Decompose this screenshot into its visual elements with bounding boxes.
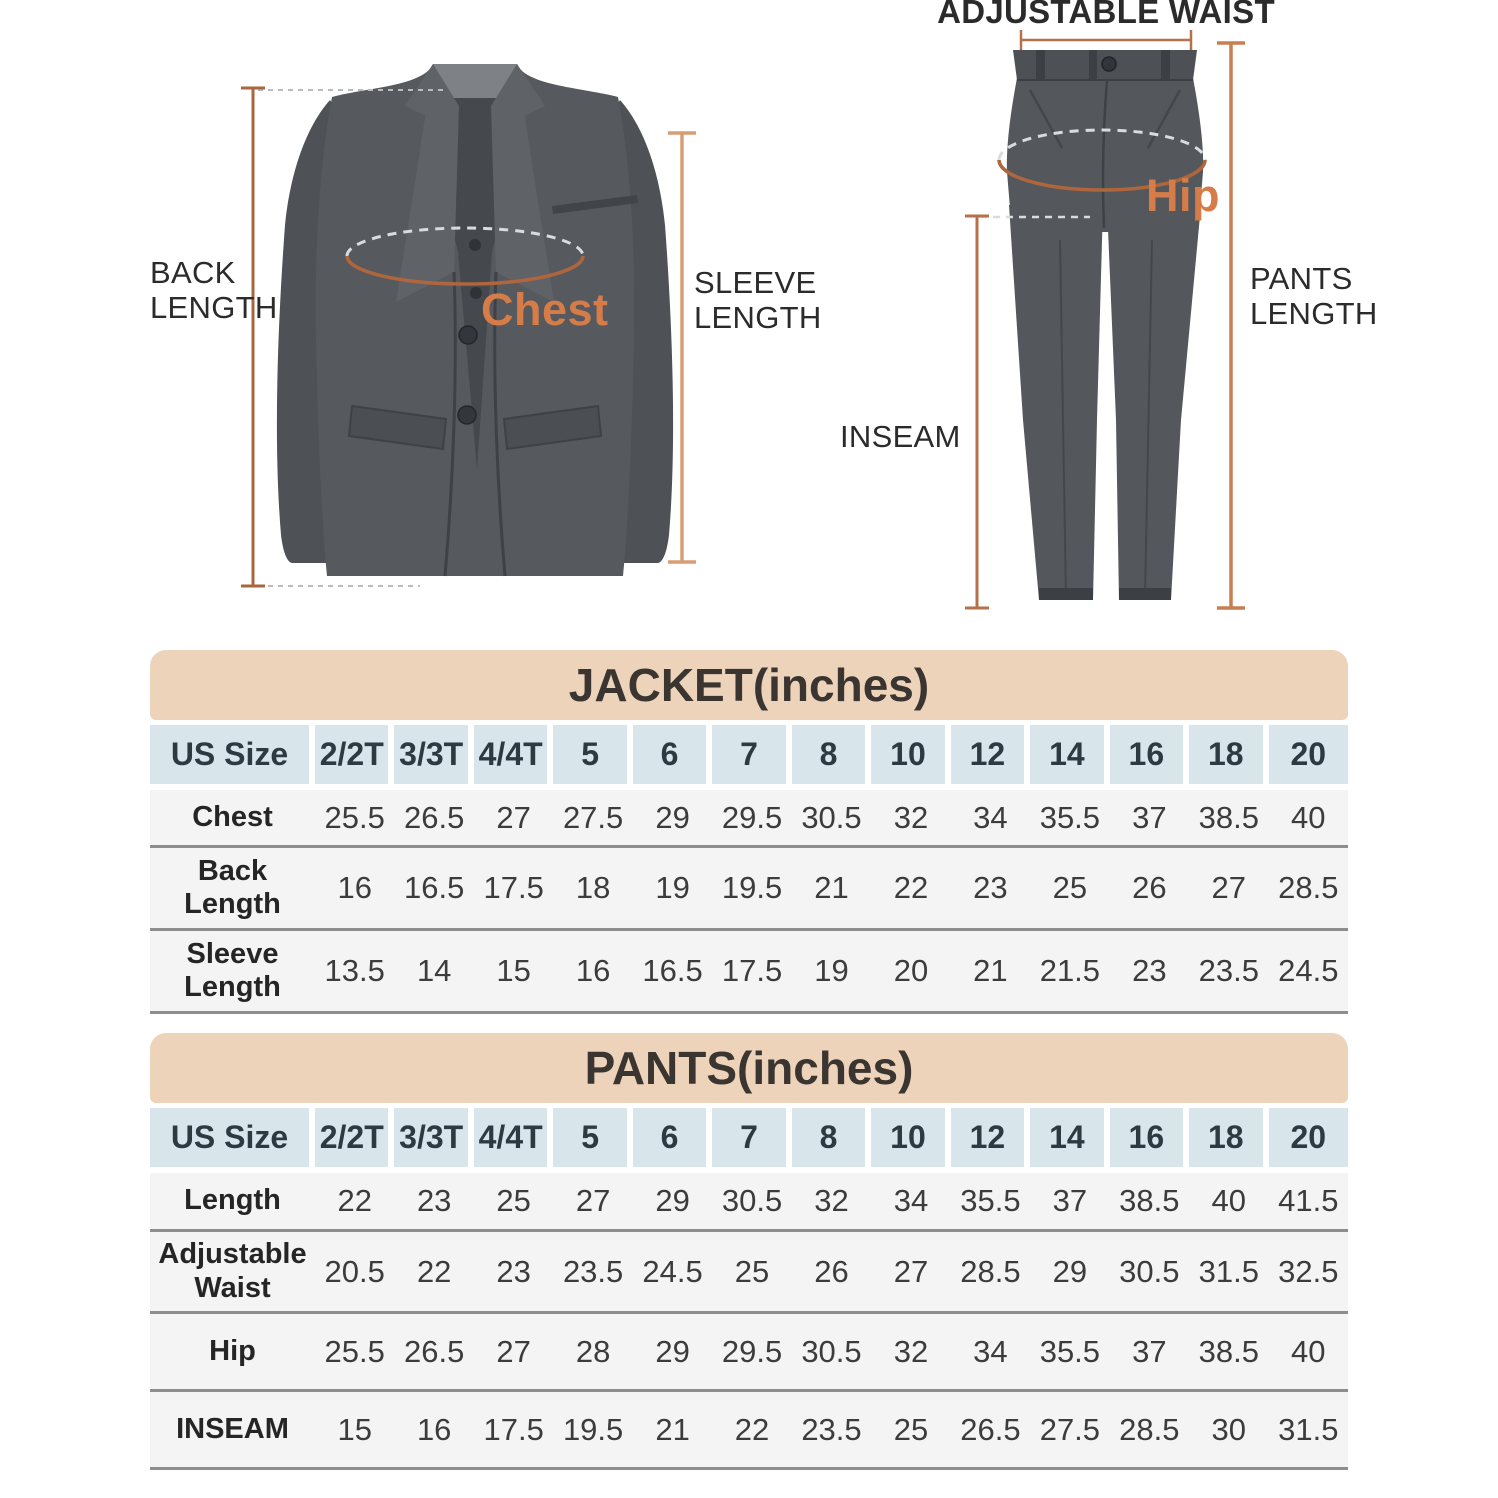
table-row-back-length	[150, 845, 1348, 928]
size-header-cell: 3/3T	[394, 725, 473, 784]
value-cell: 40	[1291, 799, 1326, 835]
belt-loop	[1089, 50, 1097, 80]
size-header-cell: 14	[1030, 725, 1109, 784]
value-cell: 20.5	[324, 1253, 385, 1289]
size-header-cell: 8	[792, 1108, 871, 1167]
value-cell: 25	[496, 1183, 531, 1218]
value-cell: 19.5	[562, 1411, 624, 1447]
value-cell: 40	[1291, 1333, 1326, 1369]
value-cell: 26.5	[960, 1411, 1021, 1447]
value-cell: 27	[893, 1253, 929, 1289]
pants-length-measure-line	[1217, 43, 1245, 608]
vest-button	[469, 239, 481, 251]
value-cell: 19.5	[721, 870, 783, 905]
value-cell: 41.5	[1278, 1183, 1339, 1218]
value-cell: 21	[814, 870, 849, 905]
value-cell: 29	[655, 1333, 690, 1369]
value-cell: 28.5	[960, 1253, 1021, 1289]
value-cell: 31.5	[1278, 1411, 1339, 1447]
value-cell: 30.5	[1119, 1253, 1180, 1289]
size-header-cell: 18	[1189, 725, 1268, 784]
size-header-cell: 5	[553, 1108, 632, 1167]
value-cell: 24.5	[642, 1253, 703, 1289]
value-cell: 13.5	[324, 953, 385, 988]
pants-header-row	[150, 1108, 1348, 1167]
value-cell: 22	[734, 1411, 770, 1447]
size-header-cell: 20	[1269, 725, 1348, 784]
size-header-cell: 12	[951, 1108, 1030, 1167]
value-cell: 31.5	[1198, 1253, 1259, 1289]
value-cell: 27.5	[562, 799, 624, 835]
size-header-cell: 14	[1030, 1108, 1109, 1167]
size-header-cell: 16	[1110, 725, 1189, 784]
value-cell: 34	[893, 1183, 929, 1218]
value-cell: 38.5	[1198, 1333, 1259, 1369]
value-cell: 26.5	[404, 1333, 465, 1369]
adjustable-waist-label: ADJUSTABLE WAIST	[937, 0, 1275, 30]
belt-loop	[1036, 50, 1045, 80]
jacket-table-title-band	[150, 650, 1348, 720]
value-cell: 27	[1211, 870, 1247, 905]
hip-label: Hip	[1146, 170, 1220, 221]
value-cell: 30	[1211, 1411, 1247, 1447]
value-cell: 32	[893, 1333, 929, 1369]
size-header-cell: 6	[633, 1108, 712, 1167]
value-cell: 16.5	[642, 953, 703, 988]
value-cell: 34	[973, 1333, 1008, 1369]
waist-button	[1102, 57, 1116, 71]
belt-loop	[1161, 50, 1170, 80]
value-cell: 32.5	[1278, 1253, 1339, 1289]
value-cell: 23	[496, 1253, 531, 1289]
size-header-cell: 16	[1110, 1108, 1189, 1167]
value-cell: 32	[893, 799, 929, 835]
value-cell: 30.5	[801, 799, 862, 835]
value-cell: 29.5	[721, 799, 783, 835]
size-header-cell: 10	[871, 1108, 950, 1167]
value-cell: 27	[496, 1333, 531, 1369]
size-header-cell: 3/3T	[394, 1108, 473, 1167]
sleeve-length-label: SLEEVE LENGTH	[694, 265, 822, 335]
value-cell: 22	[337, 1183, 372, 1218]
size-header-cell: US Size	[150, 1108, 315, 1167]
value-cell: 24.5	[1278, 953, 1339, 988]
table-row-length	[150, 1173, 1348, 1229]
value-cell: 20	[893, 953, 929, 988]
value-cell: 28.5	[1278, 870, 1339, 905]
size-header-cell: 2/2T	[315, 1108, 394, 1167]
value-cell: 23	[973, 870, 1008, 905]
size-header-cell: 5	[553, 725, 632, 784]
value-cell: 28.5	[1119, 1411, 1180, 1447]
value-cell: 17.5	[721, 953, 783, 988]
size-header-cell: 20	[1269, 1108, 1348, 1167]
table-row-adjustable-waist	[150, 1229, 1348, 1311]
value-cell: 23	[416, 1183, 452, 1218]
row-label: Back Length	[184, 854, 281, 920]
value-cell: 29	[655, 1183, 690, 1218]
jacket-button	[458, 406, 476, 424]
value-cell: 35.5	[1039, 1333, 1101, 1369]
value-cell: 38.5	[1119, 1183, 1180, 1218]
value-cell: 21	[973, 953, 1008, 988]
size-header-cell: 7	[712, 1108, 791, 1167]
measurement-diagrams	[0, 0, 1498, 648]
value-cell: 18	[575, 870, 611, 905]
value-cell: 19	[655, 870, 690, 905]
row-label: Length	[184, 1184, 281, 1217]
value-cell: 37	[1052, 1183, 1088, 1218]
jacket-header-row	[150, 725, 1348, 784]
value-cell: 30.5	[721, 1183, 783, 1218]
jacket-table-title: JACKET(inches)	[568, 659, 930, 711]
value-cell: 25	[893, 1411, 929, 1447]
inseam-label: INSEAM	[840, 419, 961, 454]
size-header-cell: 6	[633, 725, 712, 784]
value-cell: 25	[734, 1253, 770, 1289]
value-cell: 37	[1132, 1333, 1167, 1369]
value-cell: 26	[1132, 870, 1167, 905]
chest-label: Chest	[481, 284, 609, 335]
back-length-measure-line	[241, 88, 265, 586]
value-cell: 25	[1052, 870, 1088, 905]
size-header-cell: 4/4T	[474, 725, 553, 784]
table-row-hip	[150, 1311, 1348, 1389]
value-cell: 35.5	[1039, 799, 1101, 835]
row-label: Adjustable Waist	[158, 1238, 307, 1304]
size-header-cell: US Size	[150, 725, 315, 784]
row-label: Hip	[209, 1334, 256, 1367]
value-cell: 23.5	[562, 1253, 624, 1289]
value-cell: 15	[337, 1411, 372, 1447]
jacket-size-table	[150, 650, 1348, 1014]
pants-illustration	[1007, 50, 1203, 600]
value-cell: 15	[496, 953, 531, 988]
value-cell: 25.5	[324, 1333, 385, 1369]
size-header-cell: 4/4T	[474, 1108, 553, 1167]
back-length-label: BACK LENGTH	[150, 255, 278, 325]
pants-size-table	[150, 1033, 1348, 1470]
sleeve-length-measure-line	[668, 133, 696, 562]
size-header-cell: 2/2T	[315, 725, 394, 784]
value-cell: 26	[814, 1253, 849, 1289]
value-cell: 28	[575, 1333, 611, 1369]
size-header-cell: 7	[712, 725, 791, 784]
table-row-sleeve-length	[150, 928, 1348, 1014]
value-cell: 27	[575, 1183, 611, 1218]
table-row-chest	[150, 790, 1348, 845]
value-cell: 14	[416, 953, 452, 988]
pants-table-title: PANTS(inches)	[584, 1042, 914, 1094]
value-cell: 22	[893, 870, 929, 905]
value-cell: 37	[1132, 799, 1167, 835]
row-label: Chest	[192, 800, 273, 833]
jacket-button	[459, 326, 477, 344]
value-cell: 23.5	[1198, 953, 1259, 988]
size-header-cell: 12	[951, 725, 1030, 784]
value-cell: 21	[655, 1411, 690, 1447]
jacket-illustration	[277, 64, 673, 576]
value-cell: 16	[416, 1411, 452, 1447]
inseam-measure-line	[965, 216, 989, 608]
value-cell: 25.5	[324, 799, 385, 835]
value-cell: 35.5	[960, 1183, 1021, 1218]
value-cell: 29.5	[721, 1333, 783, 1369]
pants-table-title-band	[150, 1033, 1348, 1103]
value-cell: 27.5	[1039, 1411, 1101, 1447]
value-cell: 34	[973, 799, 1008, 835]
value-cell: 16.5	[404, 870, 465, 905]
value-cell: 38.5	[1198, 799, 1259, 835]
value-cell: 19	[814, 953, 849, 988]
value-cell: 16	[337, 870, 372, 905]
row-label: INSEAM	[176, 1412, 289, 1445]
value-cell: 23	[1132, 953, 1167, 988]
adjustable-waist-measure-line	[1021, 30, 1191, 50]
value-cell: 29	[1052, 1253, 1088, 1289]
value-cell: 32	[814, 1183, 849, 1218]
pants-length-label: PANTS LENGTH	[1250, 261, 1378, 331]
value-cell: 21.5	[1039, 953, 1101, 988]
value-cell: 27	[496, 799, 531, 835]
size-header-cell: 8	[792, 725, 871, 784]
value-cell: 40	[1211, 1183, 1247, 1218]
value-cell: 16	[575, 953, 611, 988]
size-header-cell: 18	[1189, 1108, 1268, 1167]
value-cell: 26.5	[404, 799, 465, 835]
row-label: Sleeve Length	[184, 937, 281, 1003]
value-cell: 23.5	[801, 1411, 862, 1447]
value-cell: 17.5	[483, 1411, 544, 1447]
value-cell: 17.5	[483, 870, 544, 905]
value-cell: 30.5	[801, 1333, 862, 1369]
value-cell: 29	[655, 799, 690, 835]
table-row-inseam	[150, 1389, 1348, 1470]
size-header-cell: 10	[871, 725, 950, 784]
value-cell: 22	[416, 1253, 452, 1289]
